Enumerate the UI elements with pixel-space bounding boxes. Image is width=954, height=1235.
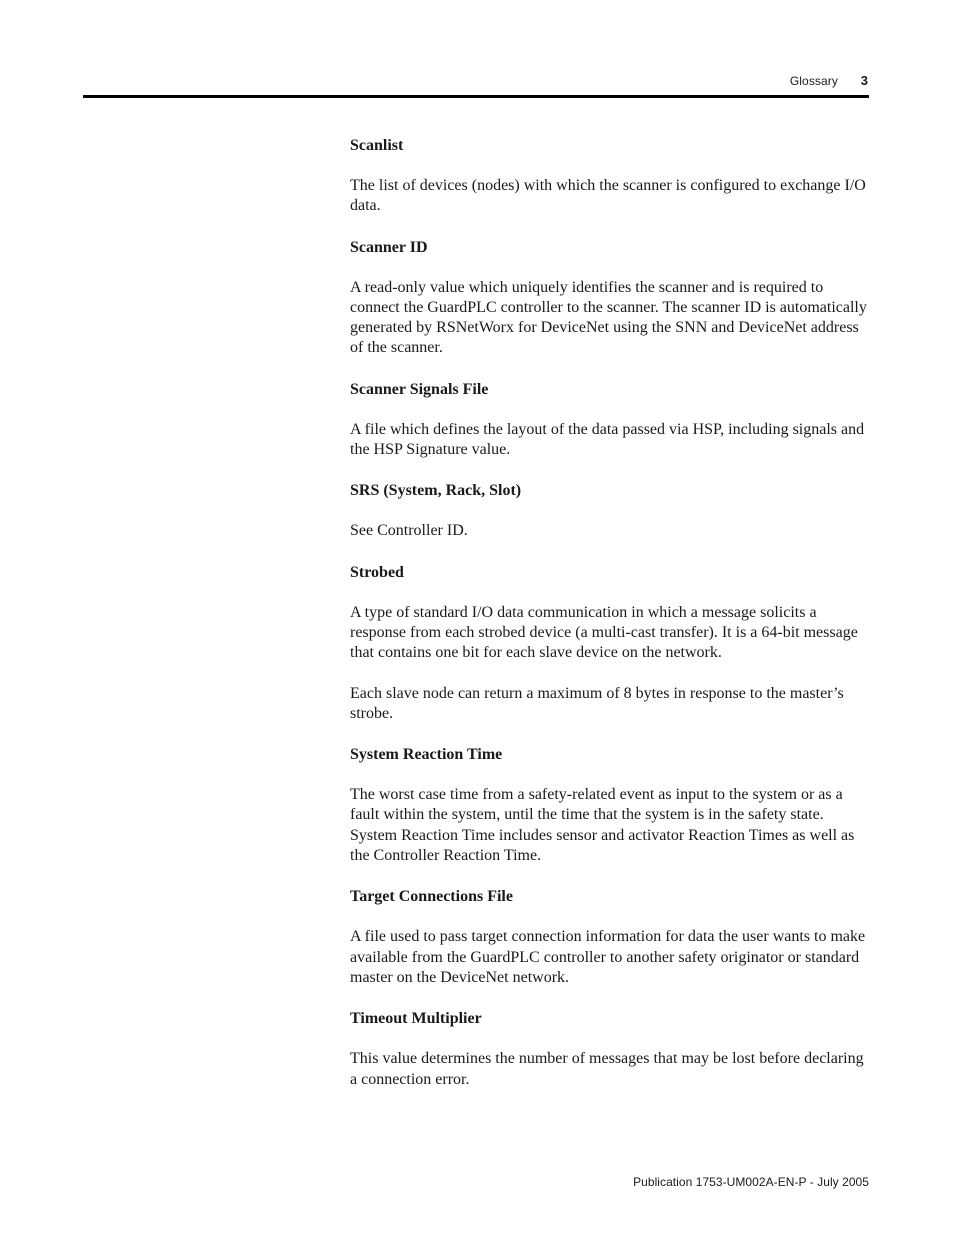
glossary-term: Scanner ID (350, 238, 428, 256)
glossary-definition: See Controller ID. (350, 522, 468, 540)
glossary-definition: This value determines the number of messages that may be lost before declaring a connection error. (350, 1050, 864, 1088)
glossary-term: Target Connections File (350, 888, 513, 906)
publication-footer: Publication 1753-UM002A-EN-P - July 2005 (633, 1175, 869, 1189)
glossary-definition: A read-only value which uniquely identifies the scanner and is required to connect the GuardPLC controller to the scanner. The scanner ID is automatically generated by RSNetWorx for DeviceNet using the SNN and DeviceNet address of the scanner. (350, 278, 867, 357)
header-page-number: 3 (860, 73, 868, 88)
glossary-definition: The worst case time from a safety-related event as input to the system or as a fault within the system, until the time that the system is in the safety state. System Reaction Time includes sensor and activator Reaction Times as well as the Controller Reaction Time. (350, 786, 855, 865)
glossary-term: System Reaction Time (350, 746, 503, 764)
glossary-content (350, 135, 870, 1090)
glossary-definition: A type of standard I/O data communication in which a message solicits a response from each strobed device (a multi-cast transfer). It is a 64-bit message that contains one bit for each slave device on the network. (350, 603, 858, 662)
glossary-definition: A file which defines the layout of the data passed via HSP, including signals and the HSP Signature value. (350, 420, 865, 459)
header-divider (83, 95, 869, 98)
glossary-definition: Each slave node can return a maximum of 8 bytes in response to the master’s strobe. (350, 684, 844, 722)
glossary-term: Timeout Multiplier (350, 1010, 482, 1028)
glossary-definition: The list of devices (nodes) with which the scanner is configured to exchange I/O data. (350, 177, 866, 215)
glossary-term: SRS (System, Rack, Slot) (350, 482, 522, 500)
glossary-term: Strobed (350, 563, 404, 581)
glossary-definition: A file used to pass target connection information for data the user wants to make available from the GuardPLC controller to another safety originator or standard master on the DeviceNet network. (350, 928, 866, 986)
header-section-title: Glossary (789, 74, 838, 88)
page-header (83, 72, 869, 94)
glossary-term: Scanlist (350, 137, 404, 154)
glossary-term: Scanner Signals File (350, 380, 489, 398)
